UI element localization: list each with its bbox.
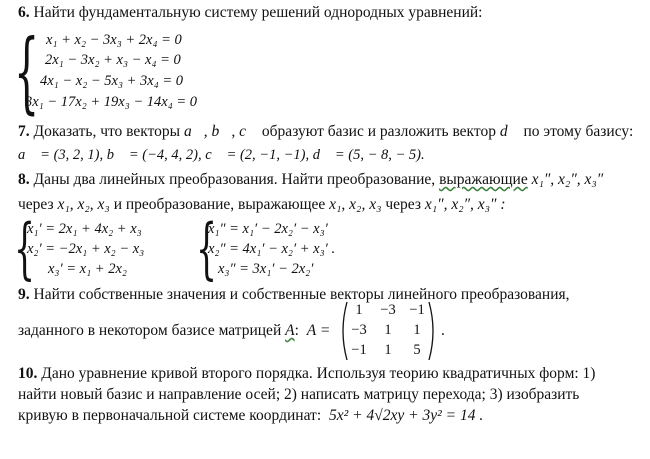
matrix-equals: A =: [306, 322, 331, 339]
equation: x₁′ = 2x₁ + 4x₂ + x₃: [27, 221, 142, 237]
system-brace: {: [14, 20, 40, 123]
equation: x₃′ = x₁ + 2x₂: [48, 261, 127, 277]
equation: x₁″ = x₁′ − 2x₂′ − x₃′: [208, 221, 328, 237]
problem-8-text: через: [18, 196, 54, 213]
system-brace: {: [14, 210, 35, 287]
problem-9-line2: [18, 322, 330, 340]
matrix-cell: 1: [355, 302, 363, 318]
problem-10-line1: [18, 365, 595, 383]
problem-8-text: и преобразование, выражающее: [113, 196, 326, 213]
problem-7-text: по этому базису:: [523, 123, 634, 140]
variables: x₁, x₂, x₃: [329, 196, 382, 213]
problem-8-text: выражающие: [439, 171, 528, 188]
equation: x₃″ = 3x₁′ − 2x₂′: [218, 261, 314, 277]
problem-9-text: заданного в некотором базисе матрицей: [18, 322, 282, 339]
equation: x₂′ = −2x₁ + x₂ − x₃: [27, 241, 145, 257]
matrix-symbol: A: [285, 322, 295, 339]
problem-10-text: Дано уравнение кривой второго порядка. Используя теорию квадратичных форм: 1): [41, 365, 596, 382]
equation: 2x₁ − 3x₂ + x₃ − x₄ = 0: [45, 52, 181, 68]
matrix-period: .: [441, 322, 445, 339]
problem-9-text: Найти собственные значения и собственные векторы линейного преобразования,: [33, 286, 570, 303]
variables: x₁″, x₂″, x₃″ :: [424, 196, 506, 213]
vector-list: a⃗, b⃗, c⃗: [183, 123, 259, 140]
problem-7-number: 7.: [18, 123, 30, 140]
matrix-cell: 1: [413, 322, 421, 338]
problem-8-header: [18, 171, 603, 189]
problem-9-header: [18, 286, 570, 304]
variables: x₁″, x₂″, x₃″: [531, 171, 604, 188]
problem-7-text: Доказать, что векторы: [33, 123, 181, 140]
problem-8-number: 8.: [18, 171, 30, 188]
matrix: [338, 300, 438, 362]
system-brace: {: [196, 210, 217, 287]
matrix-cell: 5: [413, 342, 421, 358]
problem-10-line3: [18, 407, 483, 425]
equation: 4x₁ − x₂ − 5x₃ + 3x₄ = 0: [40, 73, 184, 89]
problem-6-text: Найти фундаментальную систему решений однородных уравнений:: [33, 4, 483, 21]
problem-8-text: Даны два линейных преобразования. Найти преобразование,: [33, 171, 436, 188]
matrix-cell: 1: [384, 342, 392, 358]
problem-6-header: [18, 4, 482, 22]
matrix-cell: 1: [384, 322, 392, 338]
matrix-cell: −3: [351, 322, 367, 338]
vector-d: d⃗: [499, 123, 520, 140]
problem-7-text: образуют базис и разложить вектор: [261, 123, 496, 140]
equation: x₁ + x₂ − 3x₃ + 2x₄ = 0: [46, 32, 182, 48]
matrix-cell: −3: [380, 302, 396, 318]
colon: :: [294, 322, 299, 339]
problem-8-line2: [18, 196, 506, 214]
problem-10-line2: найти новый базис и направление осей; 2) написать матрицу перехода; 3) изобразить: [18, 386, 580, 403]
vector-values: a⃗ = (3, 2, 1), b⃗ = (−4, 4, 2), c⃗ = (2, −1, −1), d⃗ = (5, − 8, − 5).: [18, 147, 425, 163]
problem-7-header: [18, 123, 633, 141]
equation: x₂″ = 4x₁′ − x₂′ + x₃′ .: [208, 241, 336, 257]
problem-10-text: кривую в первоначальной системе координат:: [18, 407, 322, 424]
variables: x₁, x₂, x₃: [57, 196, 110, 213]
equation: 3x₁ − 17x₂ + 19x₃ − 14x₄ = 0: [25, 94, 198, 110]
matrix-cell: −1: [409, 302, 425, 318]
curve-equation: 5x² + 4√2xy + 3y² = 14 .: [329, 407, 484, 424]
problem-9-number: 9.: [18, 286, 30, 303]
problem-6-number: 6.: [18, 4, 30, 21]
problem-10-number: 10.: [18, 365, 38, 382]
problem-8-text: через: [385, 196, 421, 213]
matrix-cell: −1: [351, 342, 367, 358]
